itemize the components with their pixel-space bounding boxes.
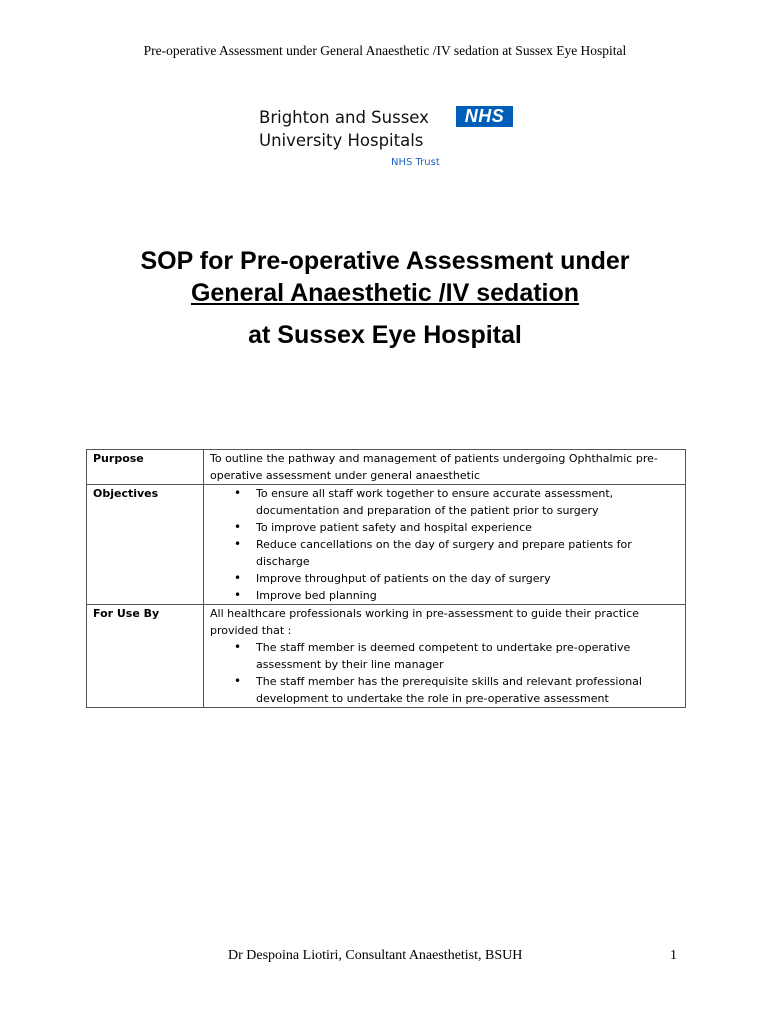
objectives-list (210, 485, 679, 604)
sop-summary-table (86, 449, 686, 708)
table-row-objectives (87, 485, 686, 605)
purpose-text: To outline the pathway and management of patients undergoing Ophthalmic pre-operative assessment under general anaesthetic (204, 450, 686, 485)
title-line-3: at Sussex Eye Hospital (248, 321, 522, 349)
title-line-2: General Anaesthetic /IV sedation (190, 279, 580, 307)
table-row-for-use-by (87, 605, 686, 708)
for-use-by-cell (204, 605, 686, 708)
logo-org-line-2: University Hospitals (259, 131, 424, 150)
list-item: • Improve throughput of patients on the day of surgery (256, 570, 679, 587)
objectives-cell (204, 485, 686, 605)
objectives-label: Objectives (87, 485, 204, 605)
for-use-by-list (210, 639, 679, 707)
document-title (0, 245, 770, 351)
trust-logo (259, 106, 429, 152)
logo-org-line-1: Brighton and Sussex (259, 108, 429, 127)
list-item: • To improve patient safety and hospital experience (256, 519, 679, 536)
purpose-label: Purpose (87, 450, 204, 485)
running-header: Pre-operative Assessment under General Anaesthetic /IV sedation at Sussex Eye Hospital (143, 43, 627, 58)
table-row-purpose (87, 450, 686, 485)
nhs-trust-label: NHS Trust (391, 157, 440, 168)
list-item: • To ensure all staff work together to ensure accurate assessment, documentation and preparation of the patient prior to surgery (256, 485, 679, 519)
for-use-by-label: For Use By (87, 605, 204, 708)
list-item: • The staff member is deemed competent to undertake pre-operative assessment by their line manager (256, 639, 679, 673)
footer-author: Dr Despoina Liotiri, Consultant Anaesthetist, BSUH (228, 948, 523, 963)
nhs-logo-badge: NHS (456, 106, 513, 127)
page-number: 1 (670, 948, 677, 963)
list-item: • The staff member has the prerequisite skills and relevant professional development to undertake the role in pre-operative assessment (256, 673, 679, 707)
for-use-by-intro: All healthcare professionals working in pre-assessment to guide their practice provided that : (210, 607, 639, 637)
list-item: • Improve bed planning (256, 587, 679, 604)
title-line-1: SOP for Pre-operative Assessment under (140, 247, 630, 275)
list-item: • Reduce cancellations on the day of surgery and prepare patients for discharge (256, 536, 679, 570)
